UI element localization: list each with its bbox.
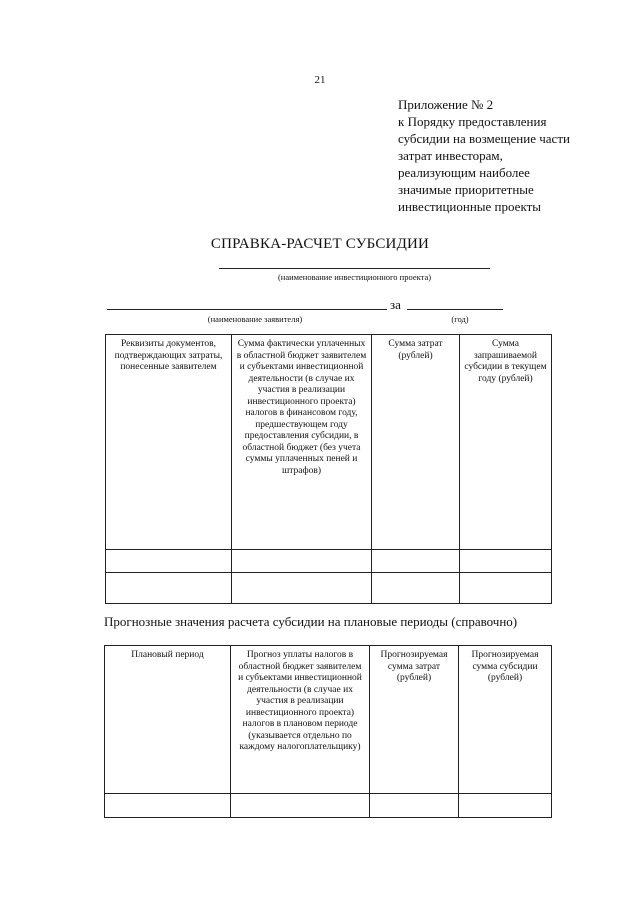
applicant-name-line <box>107 309 387 310</box>
appendix-line: реализующим наиболее <box>398 165 530 180</box>
table-cell[interactable] <box>372 550 460 573</box>
project-name-caption: (наименование инвестиционного проекта) <box>277 272 432 282</box>
table-cell[interactable] <box>460 550 552 573</box>
table-header-row <box>106 335 552 550</box>
header-cell-taxes-paid: Сумма фактически уплаченных в областной бюджет заявителем и субъектами инвестиционной деятельности (в случае их участия в реализации инвестиционного проекта) налогов в финансовом году, предшествующем году предоставления субсидии, в областной бюджет (без учета суммы уплаченных пеней и штрафов) <box>232 335 372 550</box>
year-caption: (год) <box>451 314 469 324</box>
header-cell-planning-period: Плановый период <box>105 646 231 794</box>
appendix-header <box>398 96 618 215</box>
page-number: 21 <box>314 74 326 86</box>
table-cell[interactable] <box>106 550 232 573</box>
table-row <box>106 573 552 604</box>
project-name-line <box>219 268 490 269</box>
document-title: СПРАВКА-РАСЧЕТ СУБСИДИИ <box>210 236 430 252</box>
header-cell-forecast-costs: Прогнозируемая сумма затрат (рублей) <box>370 646 459 794</box>
table-header-row <box>105 646 552 794</box>
header-cell-requested-subsidy: Сумма запрашиваемой субсидии в текущем году (рублей) <box>460 335 552 550</box>
table-cell[interactable] <box>372 573 460 604</box>
table-row <box>106 550 552 573</box>
appendix-line: инвестиционные проекты <box>398 199 542 214</box>
for-label: за <box>390 297 401 312</box>
header-cell-forecast-subsidy: Прогнозируемая сумма субсидии (рублей) <box>459 646 552 794</box>
table-cell[interactable] <box>232 550 372 573</box>
appendix-line: значимые приоритетные <box>398 182 534 197</box>
table-cell[interactable] <box>459 794 552 818</box>
year-line <box>407 309 503 310</box>
appendix-line: к Порядку предоставления <box>398 114 547 129</box>
forecast-table <box>104 645 552 818</box>
appendix-line: субсидии на возмещение части <box>398 131 570 146</box>
applicant-name-caption: (наименование заявителя) <box>207 314 303 324</box>
header-cell-tax-forecast: Прогноз уплаты налогов в областной бюджет заявителем и субъектами инвестиционной деятельности (в случае их участия в реализации инвестиционного проекта) налогов в плановом периоде (указывается отдельно по каждому налогоплательщику) <box>231 646 370 794</box>
appendix-line: Приложение № 2 <box>398 97 494 112</box>
appendix-line: затрат инвесторам, <box>398 148 503 163</box>
header-cell-documents: Реквизиты документов, подтверждающих затраты, понесенные заявителем <box>106 335 232 550</box>
header-cell-costs: Сумма затрат (рублей) <box>372 335 460 550</box>
table-cell[interactable] <box>232 573 372 604</box>
subsidy-calculation-table <box>105 334 552 604</box>
table-cell[interactable] <box>231 794 370 818</box>
table-cell[interactable] <box>370 794 459 818</box>
table-row <box>105 794 552 818</box>
table-cell[interactable] <box>106 573 232 604</box>
section-title-forecast: Прогнозные значения расчета субсидии на плановые периоды (справочно) <box>104 614 518 629</box>
table-cell[interactable] <box>105 794 231 818</box>
table-cell[interactable] <box>460 573 552 604</box>
